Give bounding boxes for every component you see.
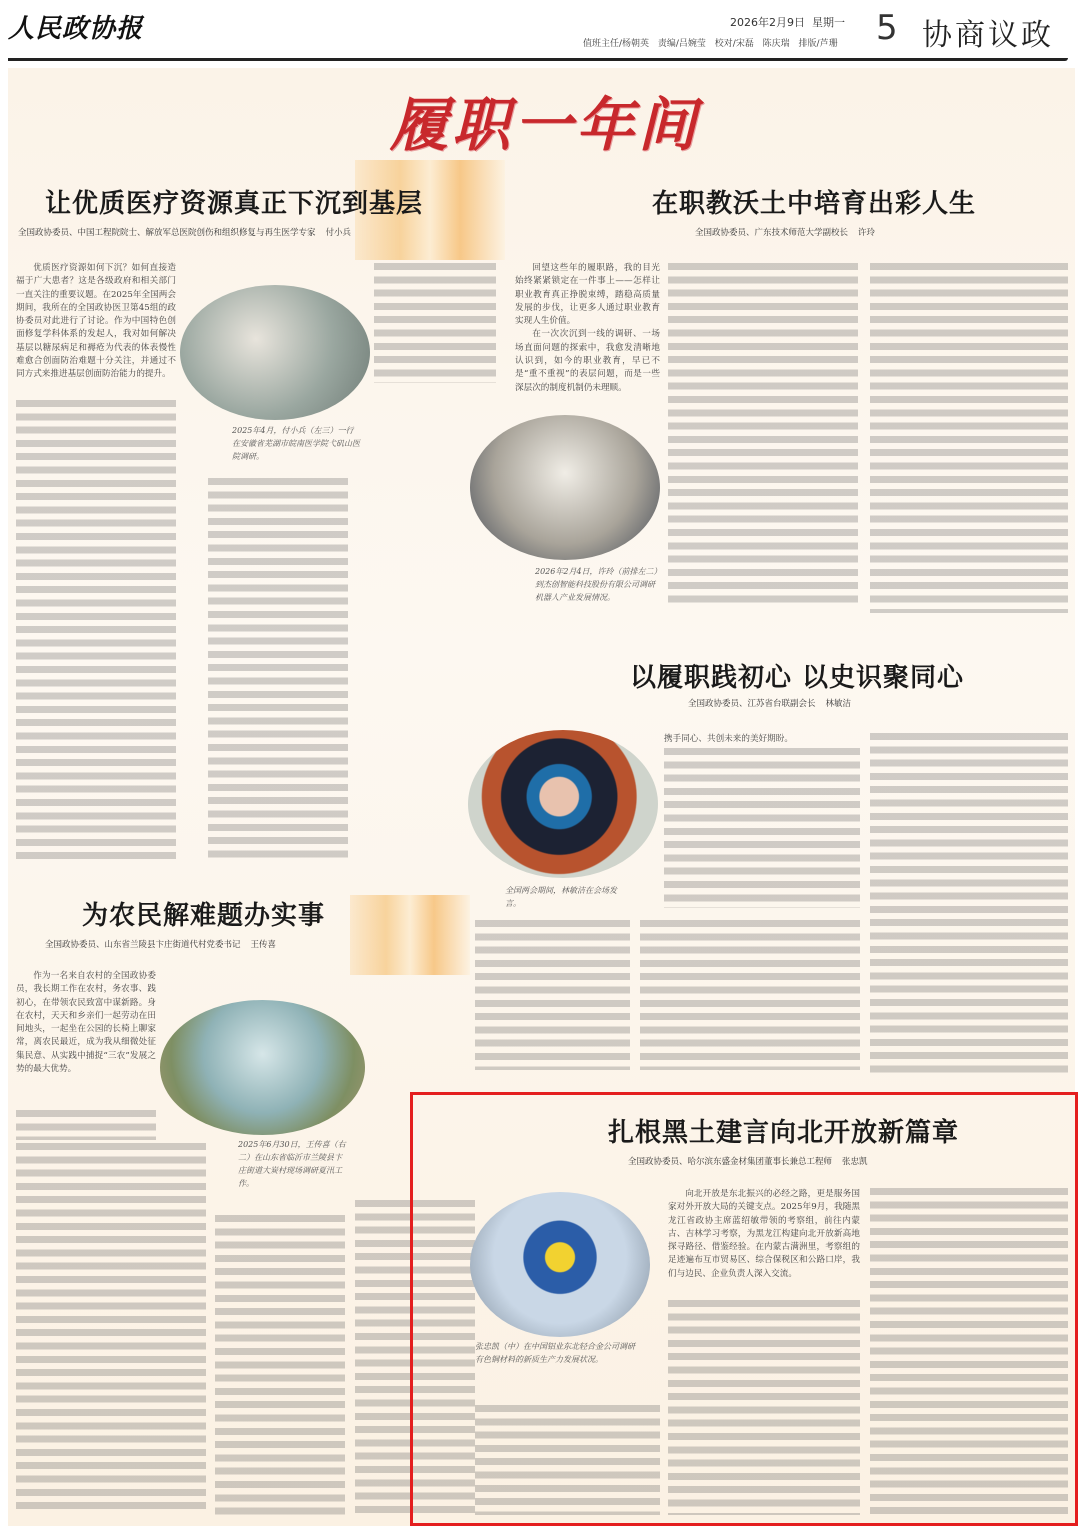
article-text-block	[374, 263, 496, 383]
paragraph: 优质医疗资源如何下沉？如何直接造福于广大患者？这是各级政府和相关部门一直关注的重要议题。在2025年全国两会期间，我所在的全国政协医卫第45组的政协委员对此进行了讨论。作为中国特色创面修复学科体系的发起人，我对如何解决基层以糖尿病足和褥疮为代表的体表慢性难愈合创面防治难题十分关注，并通过不同方式来推进基层创面防治能力的提升。	[16, 263, 176, 380]
article-text-block	[16, 1110, 156, 1140]
article-text-block	[668, 1300, 860, 1515]
paragraph: 作为一名来自农村的全国政协委员，我长期工作在农村，务农事、践初心，在带领农民致富中谋新路。身在农村，天天和乡亲们一起劳动在田间地头，一起坐在公园的长椅上聊家常，离农民最近，成为我从细微处征集民意、从实践中捕捉“三农”发展之势的最大优势。	[16, 971, 156, 1075]
article-title: 以履职践初心 以史识聚同心	[630, 663, 965, 693]
article-photo	[160, 1000, 365, 1135]
article-text-block	[664, 748, 860, 908]
article-body	[515, 262, 660, 395]
article-photo	[470, 415, 660, 560]
byline-author: 王传喜	[250, 940, 277, 950]
article-title: 在职教沃土中培育出彩人生	[652, 189, 977, 219]
article-text-block	[16, 400, 176, 860]
byline-author: 林敏洁	[825, 699, 852, 709]
article-body	[16, 262, 176, 382]
article-photo	[470, 1192, 650, 1337]
byline-author: 许玲	[858, 228, 876, 238]
section-title: 协商议政	[922, 18, 1054, 53]
byline-author: 张忠凯	[842, 1157, 868, 1167]
photo-caption: 2026年2月4日，许玲（前排左二）到杰创智能科技股份有限公司调研机器人产业发展情况。	[535, 567, 658, 602]
paragraph: 向北开放是东北振兴的必经之路，更是服务国家对外开放大局的关键支点。2025年9月，我随黑龙江省政协主席蓝绍敏带领的考察组，前往内蒙古、吉林学习考察，为黑龙江构建向北开放新高地探寻路径、借鉴经验。在内蒙古满洲里，考察组的足迹遍布互市贸易区、综合保税区和公路口岸，我们与边民、企业负责人深入交流。	[668, 1189, 860, 1279]
article-title: 扎根黑土建言向北开放新篇章	[608, 1118, 960, 1148]
byline-role: 全国政协委员、江苏省台联副会长	[688, 699, 816, 709]
paragraph: 携手同心、共创未来的美好期盼。	[664, 734, 793, 744]
article-text-block	[668, 263, 858, 603]
article-text-block	[870, 263, 1068, 613]
decorative-stripes	[350, 895, 470, 975]
banner-title: 履职一年间	[389, 91, 700, 159]
article-body	[664, 733, 860, 746]
paragraph: 在一次次沉到一线的调研、一场场直面问题的探索中，我愈发清晰地认识到，如今的职业教育，早已不是“重不重视”的表层问题，而是一些深层次的制度机制仍未理顺。	[515, 329, 660, 393]
article-byline	[695, 226, 875, 238]
article-photo	[180, 285, 370, 420]
paragraph: 回望这些年的履职路，我的目光始终紧紧锁定在一件事上——怎样让职业教育真正挣脱束缚，踏稳高质量发展的步伐，让更多人通过职业教育实现人生价值。	[515, 263, 660, 327]
photo-caption: 2025年4月，付小兵（左三）一行在安徽省芜湖市皖南医学院弋矶山医院调研。	[232, 426, 360, 461]
article-byline	[18, 226, 351, 238]
article-text-block	[870, 733, 1068, 1073]
article-photo	[468, 730, 658, 878]
article-body	[16, 970, 156, 1076]
byline-role: 全国政协委员、中国工程院院士、解放军总医院创伤和组织修复与再生医学专家	[18, 228, 316, 238]
byline-role: 全国政协委员、广东技术师范大学副校长	[695, 228, 849, 238]
editors-line: 值班主任/杨朝英 责编/吕婉莹 校对/宋磊 陈庆瑞 排版/芦珊	[583, 39, 838, 49]
weekday-text: 星期一	[812, 16, 845, 29]
masthead-logo: 人民政协报	[8, 14, 144, 44]
photo-caption: 全国两会期间，林敏洁在会场发言。	[505, 886, 617, 908]
byline-role: 全国政协委员、山东省兰陵县卞庄街道代村党委书记	[45, 940, 241, 950]
article-byline	[688, 697, 851, 709]
article-title: 为农民解难题办实事	[82, 901, 326, 931]
byline-author: 付小兵	[325, 228, 352, 238]
article-byline	[45, 938, 276, 950]
issue-date	[730, 14, 845, 30]
article-text-block	[475, 1405, 660, 1515]
date-text: 2026年2月9日	[730, 16, 805, 29]
photo-caption: 2025年6月30日，王传喜（右二）在山东省临沂市兰陵县卞庄街道大炭村现场调研夏汛工作。	[238, 1140, 346, 1188]
article-text-block	[208, 478, 348, 858]
article-text-block	[16, 1143, 206, 1515]
photo-caption: 张忠凯（中）在中国铝业东北轻合金公司调研有色铜材料的新质生产力发展状况。	[475, 1342, 635, 1364]
article-text-block	[475, 920, 630, 1070]
page-number: 5	[876, 8, 898, 48]
article-text-block	[215, 1215, 345, 1515]
article-text-block	[870, 1188, 1068, 1518]
article-body	[668, 1188, 860, 1281]
byline-role: 全国政协委员、哈尔滨东盛金材集团董事长兼总工程师	[628, 1157, 833, 1167]
header-rule	[8, 58, 1068, 61]
article-title: 让优质医疗资源真正下沉到基层	[45, 189, 424, 219]
article-byline	[628, 1155, 868, 1167]
article-text-block	[640, 920, 860, 1070]
